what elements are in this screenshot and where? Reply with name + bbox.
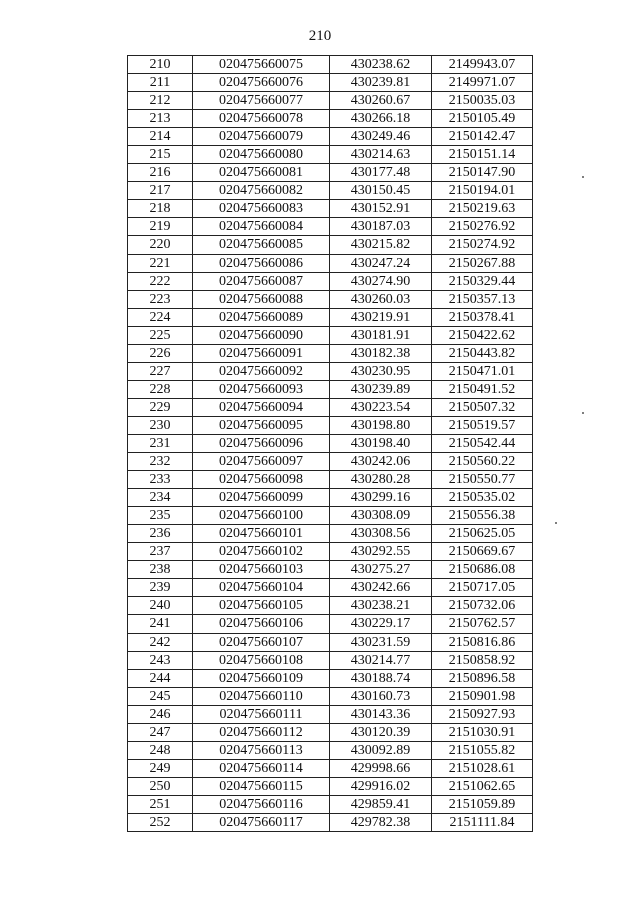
y-coordinate-cell: 2150357.13 [432, 290, 533, 308]
table-row [128, 416, 533, 434]
x-coordinate-cell: 430188.74 [330, 669, 432, 687]
table-row [128, 651, 533, 669]
point-number-cell: 237 [128, 543, 193, 561]
y-coordinate-cell: 2150556.38 [432, 507, 533, 525]
point-id-cell: 020475660087 [193, 272, 330, 290]
point-id-cell: 020475660085 [193, 236, 330, 254]
point-number-cell: 250 [128, 777, 193, 795]
point-id-cell: 020475660096 [193, 434, 330, 452]
y-coordinate-cell: 2150194.01 [432, 182, 533, 200]
y-coordinate-cell: 2150762.57 [432, 615, 533, 633]
y-coordinate-cell: 2150491.52 [432, 380, 533, 398]
x-coordinate-cell: 430292.55 [330, 543, 432, 561]
point-id-cell: 020475660113 [193, 741, 330, 759]
point-number-cell: 210 [128, 56, 193, 74]
x-coordinate-cell: 430187.03 [330, 218, 432, 236]
y-coordinate-cell: 2150927.93 [432, 705, 533, 723]
x-coordinate-cell: 430092.89 [330, 741, 432, 759]
y-coordinate-cell: 2150686.08 [432, 561, 533, 579]
point-id-cell: 020475660094 [193, 398, 330, 416]
y-coordinate-cell: 2151028.61 [432, 759, 533, 777]
x-coordinate-cell: 430230.95 [330, 362, 432, 380]
point-id-cell: 020475660082 [193, 182, 330, 200]
y-coordinate-cell: 2150507.32 [432, 398, 533, 416]
scan-speck [555, 522, 557, 524]
y-coordinate-cell: 2150858.92 [432, 651, 533, 669]
x-coordinate-cell: 430231.59 [330, 633, 432, 651]
table-row [128, 182, 533, 200]
point-number-cell: 248 [128, 741, 193, 759]
x-coordinate-cell: 430215.82 [330, 236, 432, 254]
table-row [128, 561, 533, 579]
point-number-cell: 240 [128, 597, 193, 615]
point-number-cell: 223 [128, 290, 193, 308]
y-coordinate-cell: 2150276.92 [432, 218, 533, 236]
table-row [128, 110, 533, 128]
table-row [128, 308, 533, 326]
table-row [128, 489, 533, 507]
point-number-cell: 219 [128, 218, 193, 236]
y-coordinate-cell: 2150443.82 [432, 344, 533, 362]
y-coordinate-cell: 2150669.67 [432, 543, 533, 561]
y-coordinate-cell: 2151062.65 [432, 777, 533, 795]
point-number-cell: 243 [128, 651, 193, 669]
point-number-cell: 235 [128, 507, 193, 525]
table-row [128, 543, 533, 561]
point-number-cell: 241 [128, 615, 193, 633]
x-coordinate-cell: 430198.40 [330, 434, 432, 452]
point-id-cell: 020475660097 [193, 453, 330, 471]
point-number-cell: 231 [128, 434, 193, 452]
y-coordinate-cell: 2150329.44 [432, 272, 533, 290]
x-coordinate-cell: 429859.41 [330, 795, 432, 813]
table-row [128, 344, 533, 362]
table-row [128, 507, 533, 525]
point-id-cell: 020475660105 [193, 597, 330, 615]
point-id-cell: 020475660111 [193, 705, 330, 723]
point-id-cell: 020475660108 [193, 651, 330, 669]
point-id-cell: 020475660103 [193, 561, 330, 579]
y-coordinate-cell: 2151059.89 [432, 795, 533, 813]
y-coordinate-cell: 2150816.86 [432, 633, 533, 651]
point-number-cell: 217 [128, 182, 193, 200]
y-coordinate-cell: 2150625.05 [432, 525, 533, 543]
x-coordinate-cell: 430177.48 [330, 164, 432, 182]
table-row [128, 164, 533, 182]
table-row [128, 272, 533, 290]
point-number-cell: 239 [128, 579, 193, 597]
point-number-cell: 212 [128, 92, 193, 110]
y-coordinate-cell: 2150471.01 [432, 362, 533, 380]
x-coordinate-cell: 429782.38 [330, 813, 432, 831]
table-row [128, 380, 533, 398]
y-coordinate-cell: 2151111.84 [432, 813, 533, 831]
point-id-cell: 020475660102 [193, 543, 330, 561]
point-id-cell: 020475660075 [193, 56, 330, 74]
x-coordinate-cell: 430247.24 [330, 254, 432, 272]
point-id-cell: 020475660100 [193, 507, 330, 525]
table-row [128, 146, 533, 164]
point-number-cell: 222 [128, 272, 193, 290]
point-number-cell: 247 [128, 723, 193, 741]
table-row [128, 236, 533, 254]
point-id-cell: 020475660092 [193, 362, 330, 380]
point-id-cell: 020475660076 [193, 74, 330, 92]
y-coordinate-cell: 2150560.22 [432, 453, 533, 471]
point-id-cell: 020475660079 [193, 128, 330, 146]
point-number-cell: 225 [128, 326, 193, 344]
y-coordinate-cell: 2150732.06 [432, 597, 533, 615]
x-coordinate-cell: 430238.62 [330, 56, 432, 74]
point-number-cell: 226 [128, 344, 193, 362]
point-id-cell: 020475660077 [193, 92, 330, 110]
x-coordinate-cell: 430214.63 [330, 146, 432, 164]
table-row [128, 795, 533, 813]
point-id-cell: 020475660098 [193, 471, 330, 489]
point-id-cell: 020475660117 [193, 813, 330, 831]
x-coordinate-cell: 430275.27 [330, 561, 432, 579]
x-coordinate-cell: 430182.38 [330, 344, 432, 362]
point-number-cell: 218 [128, 200, 193, 218]
point-number-cell: 213 [128, 110, 193, 128]
table-row [128, 92, 533, 110]
scan-speck [582, 176, 584, 178]
table-row [128, 290, 533, 308]
y-coordinate-cell: 2150105.49 [432, 110, 533, 128]
x-coordinate-cell: 429916.02 [330, 777, 432, 795]
point-id-cell: 020475660089 [193, 308, 330, 326]
point-number-cell: 238 [128, 561, 193, 579]
table-row [128, 398, 533, 416]
x-coordinate-cell: 430308.09 [330, 507, 432, 525]
point-number-cell: 244 [128, 669, 193, 687]
point-number-cell: 236 [128, 525, 193, 543]
point-number-cell: 220 [128, 236, 193, 254]
table-row [128, 741, 533, 759]
x-coordinate-cell: 430308.56 [330, 525, 432, 543]
table-row [128, 813, 533, 831]
table-row [128, 453, 533, 471]
point-id-cell: 020475660109 [193, 669, 330, 687]
point-id-cell: 020475660107 [193, 633, 330, 651]
y-coordinate-cell: 2149943.07 [432, 56, 533, 74]
x-coordinate-cell: 430143.36 [330, 705, 432, 723]
x-coordinate-cell: 430160.73 [330, 687, 432, 705]
y-coordinate-cell: 2151055.82 [432, 741, 533, 759]
point-number-cell: 229 [128, 398, 193, 416]
y-coordinate-cell: 2150035.03 [432, 92, 533, 110]
table-row [128, 723, 533, 741]
table-row [128, 128, 533, 146]
point-id-cell: 020475660078 [193, 110, 330, 128]
point-number-cell: 246 [128, 705, 193, 723]
table-row [128, 525, 533, 543]
y-coordinate-cell: 2150717.05 [432, 579, 533, 597]
coordinates-table [127, 55, 533, 832]
point-number-cell: 211 [128, 74, 193, 92]
table-row [128, 705, 533, 723]
y-coordinate-cell: 2150422.62 [432, 326, 533, 344]
point-id-cell: 020475660084 [193, 218, 330, 236]
point-id-cell: 020475660110 [193, 687, 330, 705]
point-number-cell: 216 [128, 164, 193, 182]
point-id-cell: 020475660095 [193, 416, 330, 434]
x-coordinate-cell: 430299.16 [330, 489, 432, 507]
table-row [128, 74, 533, 92]
point-number-cell: 214 [128, 128, 193, 146]
x-coordinate-cell: 430260.67 [330, 92, 432, 110]
table-row [128, 759, 533, 777]
y-coordinate-cell: 2150219.63 [432, 200, 533, 218]
table-row [128, 669, 533, 687]
y-coordinate-cell: 2150142.47 [432, 128, 533, 146]
y-coordinate-cell: 2150896.58 [432, 669, 533, 687]
point-id-cell: 020475660106 [193, 615, 330, 633]
x-coordinate-cell: 430152.91 [330, 200, 432, 218]
point-id-cell: 020475660081 [193, 164, 330, 182]
table-row [128, 777, 533, 795]
point-number-cell: 224 [128, 308, 193, 326]
point-id-cell: 020475660115 [193, 777, 330, 795]
point-number-cell: 232 [128, 453, 193, 471]
scan-speck [582, 412, 584, 414]
point-id-cell: 020475660099 [193, 489, 330, 507]
x-coordinate-cell: 430242.06 [330, 453, 432, 471]
point-id-cell: 020475660093 [193, 380, 330, 398]
y-coordinate-cell: 2150274.92 [432, 236, 533, 254]
x-coordinate-cell: 430150.45 [330, 182, 432, 200]
table-row [128, 200, 533, 218]
point-id-cell: 020475660083 [193, 200, 330, 218]
point-number-cell: 251 [128, 795, 193, 813]
x-coordinate-cell: 430239.89 [330, 380, 432, 398]
y-coordinate-cell: 2150147.90 [432, 164, 533, 182]
x-coordinate-cell: 430214.77 [330, 651, 432, 669]
y-coordinate-cell: 2150519.57 [432, 416, 533, 434]
y-coordinate-cell: 2150151.14 [432, 146, 533, 164]
point-number-cell: 249 [128, 759, 193, 777]
point-id-cell: 020475660104 [193, 579, 330, 597]
table-row [128, 56, 533, 74]
y-coordinate-cell: 2150550.77 [432, 471, 533, 489]
point-id-cell: 020475660080 [193, 146, 330, 164]
x-coordinate-cell: 430120.39 [330, 723, 432, 741]
x-coordinate-cell: 430260.03 [330, 290, 432, 308]
table-row [128, 254, 533, 272]
point-id-cell: 020475660091 [193, 344, 330, 362]
y-coordinate-cell: 2150267.88 [432, 254, 533, 272]
table-row [128, 579, 533, 597]
table-row [128, 471, 533, 489]
table-row [128, 218, 533, 236]
y-coordinate-cell: 2150901.98 [432, 687, 533, 705]
point-number-cell: 227 [128, 362, 193, 380]
y-coordinate-cell: 2150542.44 [432, 434, 533, 452]
x-coordinate-cell: 429998.66 [330, 759, 432, 777]
table-row [128, 434, 533, 452]
x-coordinate-cell: 430219.91 [330, 308, 432, 326]
y-coordinate-cell: 2150378.41 [432, 308, 533, 326]
point-id-cell: 020475660086 [193, 254, 330, 272]
table-row [128, 615, 533, 633]
point-id-cell: 020475660116 [193, 795, 330, 813]
table-row [128, 687, 533, 705]
point-number-cell: 234 [128, 489, 193, 507]
point-number-cell: 228 [128, 380, 193, 398]
x-coordinate-cell: 430238.21 [330, 597, 432, 615]
point-id-cell: 020475660112 [193, 723, 330, 741]
x-coordinate-cell: 430181.91 [330, 326, 432, 344]
y-coordinate-cell: 2151030.91 [432, 723, 533, 741]
point-number-cell: 245 [128, 687, 193, 705]
point-number-cell: 242 [128, 633, 193, 651]
point-id-cell: 020475660088 [193, 290, 330, 308]
x-coordinate-cell: 430198.80 [330, 416, 432, 434]
x-coordinate-cell: 430239.81 [330, 74, 432, 92]
x-coordinate-cell: 430274.90 [330, 272, 432, 290]
x-coordinate-cell: 430242.66 [330, 579, 432, 597]
y-coordinate-cell: 2150535.02 [432, 489, 533, 507]
table-row [128, 633, 533, 651]
x-coordinate-cell: 430229.17 [330, 615, 432, 633]
table-row [128, 597, 533, 615]
table-row [128, 326, 533, 344]
x-coordinate-cell: 430266.18 [330, 110, 432, 128]
point-number-cell: 230 [128, 416, 193, 434]
table-row [128, 362, 533, 380]
point-number-cell: 221 [128, 254, 193, 272]
point-id-cell: 020475660101 [193, 525, 330, 543]
x-coordinate-cell: 430223.54 [330, 398, 432, 416]
point-id-cell: 020475660090 [193, 326, 330, 344]
point-id-cell: 020475660114 [193, 759, 330, 777]
page-number: 210 [308, 28, 332, 44]
point-number-cell: 233 [128, 471, 193, 489]
y-coordinate-cell: 2149971.07 [432, 74, 533, 92]
x-coordinate-cell: 430249.46 [330, 128, 432, 146]
x-coordinate-cell: 430280.28 [330, 471, 432, 489]
point-number-cell: 215 [128, 146, 193, 164]
coordinates-table-body [128, 56, 533, 832]
point-number-cell: 252 [128, 813, 193, 831]
